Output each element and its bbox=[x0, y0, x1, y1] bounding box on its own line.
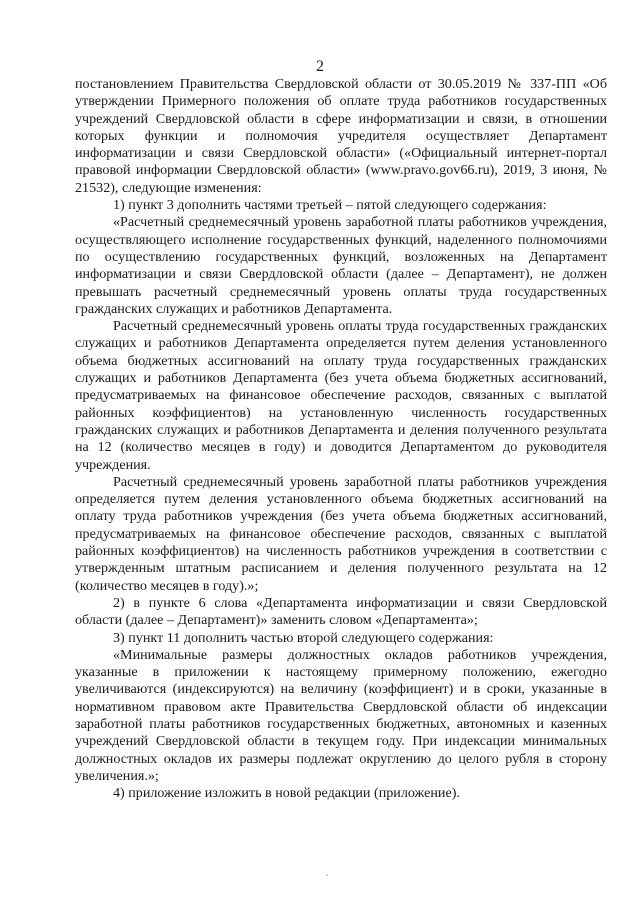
paragraph-item-3: 3) пункт 11 дополнить частью второй следующего содержания: bbox=[113, 629, 494, 646]
paragraph-continuation: постановлением Правительства Свердловской области от 30.05.2019 № 337-ПП «Об утверждении Примерного положения об оплате труда работников государственных учреждений Свердловской области в сфере информатизации и связи, в отношении которых функции и полномочия учредителя осуществляет Департамент информатизации и связи Свердловской области» («Официальный интернет-портал правовой информации Свердловской области» (www.pravo.gov66.ru), 2019, 3 июня, № 21532), следующие изменения: bbox=[75, 76, 607, 196]
document-body bbox=[75, 76, 607, 802]
paragraph-quote-part-5: Расчетный среднемесячный уровень заработной платы работников учреждения определяется путем деления установленного объема бюджетных ассигнований на оплату труда работников учреждения (без учета объема бюджетных ассигнований, предусматриваемых на финансовое обеспечение расходов, связанных с выплатой районных коэффициентов) на численность работников учреждения в соответствии с утвержденным штатным расписанием и деления полученного результата на 12 (количество месяцев в году).»; bbox=[75, 473, 607, 594]
paragraph-quote-item-11: «Минимальные размеры должностных окладов работников учреждения, указанные в приложении к настоящему примерному положению, ежегодно увеличиваются (индексируются) на величину (коэффициент) и в сроки, указанные в нормативном правовом акте Правительства Свердловской области об индексации заработной платы работников государственных бюджетных, автономных и казенных учреждений Свердловской области в текущем году. При индексации минимальных должностных окладов их размеры подлежат округлению до целого рубля в сторону увеличения.»; bbox=[75, 646, 607, 784]
paragraph-item-4: 4) приложение изложить в новой редакции (приложение). bbox=[113, 785, 460, 802]
paragraph-item-2: 2) в пункте 6 слова «Департамента информатизации и связи Свердловской области (далее – Департамент)» заменить словом «Департамента»; bbox=[75, 594, 607, 629]
paragraph-quote-part-3: «Расчетный среднемесячный уровень заработной платы работников учреждения, осуществляющего исполнение государственных функций, наделенного полномочиями по осуществлению государственных функций, возложенных на Департамент информатизации и связи Свердловской области (далее – Департамент), не должен превышать расчетный среднемесячный уровень оплаты труда государственных гражданских служащих и работников Департамента. bbox=[75, 214, 607, 317]
page-number: 2 bbox=[316, 58, 324, 75]
scan-speck bbox=[326, 874, 328, 876]
paragraph-item-1: 1) пункт 3 дополнить частями третьей – пятой следующего содержания: bbox=[113, 197, 547, 214]
paragraph-quote-part-4: Расчетный среднемесячный уровень оплаты труда государственных гражданских служащих и работников Департамента определяется путем деления установленного объема бюджетных ассигнований на оплату труда государственных гражданских служащих и работников Департамента (без учета объема бюджетных ассигнований, предусматриваемых на финансовое обеспечение расходов, связанных с выплатой районных коэффициентов) на установленную численность государственных гражданских служащих и работников Департамента и деления полученного результата на 12 (количество месяцев в году) и доводится Департаментом до руководителя учреждения. bbox=[75, 318, 607, 473]
